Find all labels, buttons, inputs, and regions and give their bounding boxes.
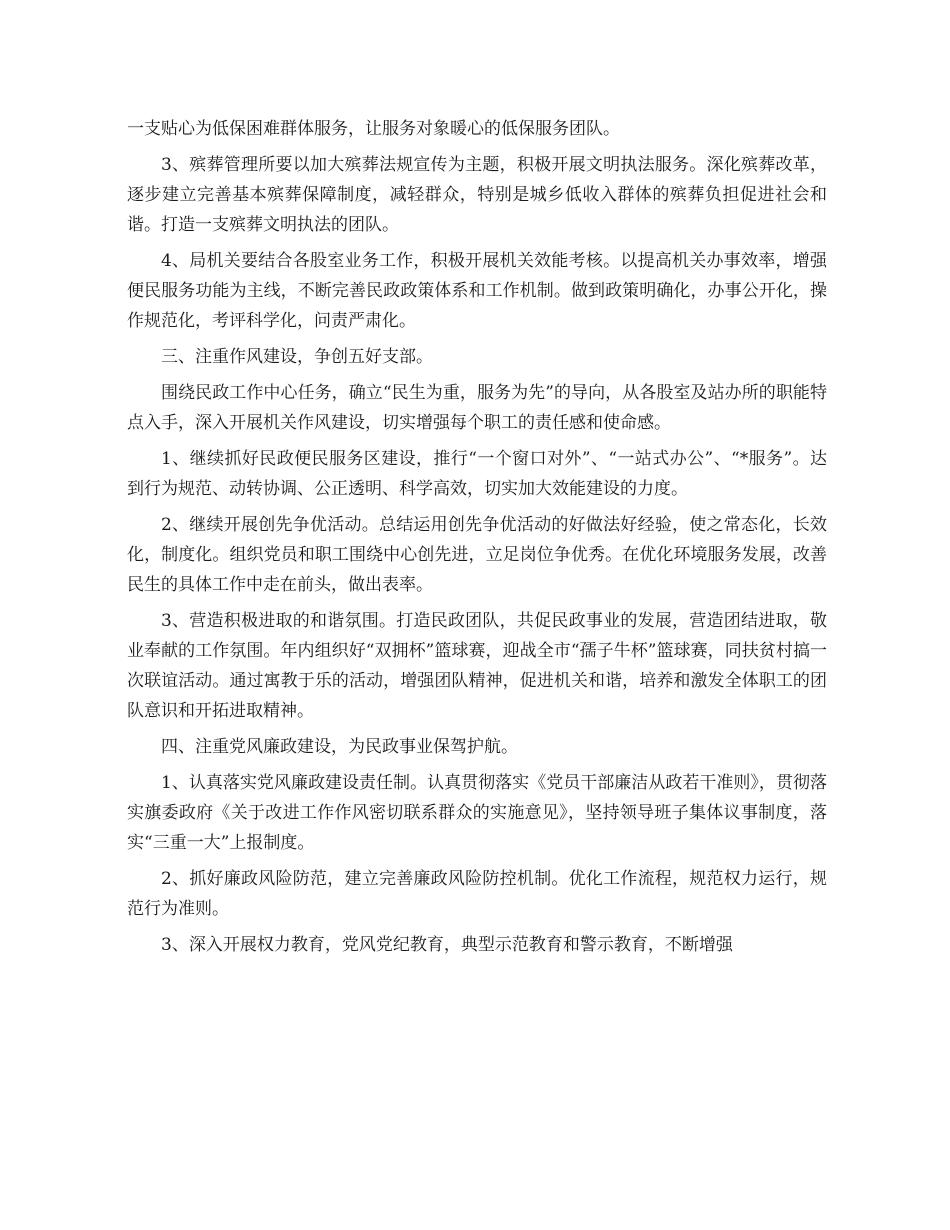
paragraph: 3、营造积极进取的和谐氛围。打造民政团队，共促民政事业的发展，营造团结进取，敬业奉献的工作氛围。年内组织好“双拥杯”篮球赛，迎战全市“孺子牛杯”篮球赛，同扶贫村搞一次联谊活动。通过寓教于乐的活动，增强团队精神，促进机关和谐，培养和激发全体职工的团队意识和开拓进取精神。 — [127, 611, 827, 721]
paragraph: 1、认真落实党风廉政建设责任制。认真贯彻落实《党员干部廉洁从政若干准则》，贯彻落实旗委政府《关于改进工作作风密切联系群众的实施意见》，坚持领导班子集体议事制度，落实“三重一大”上报制度。 — [127, 773, 827, 853]
document-page — [127, 114, 827, 966]
paragraph: 一支贴心为低保困难群体服务，让服务对象暖心的低保服务团队。 — [127, 119, 620, 139]
paragraph: 1、继续抓好民政便民服务区建设，推行“一个窗口对外”、“一站式办公”、“*服务”。达到行为规范、动转协调、公正透明、科学高效，切实加大效能建设的力度。 — [127, 449, 827, 499]
paragraph: 2、抓好廉政风险防范，建立完善廉政风险防控机制。优化工作流程，规范权力运行，规范行为准则。 — [127, 869, 827, 919]
paragraph: 2、继续开展创先争优活动。总结运用创先争优活动的好做法好经验，使之常态化，长效化，制度化。组织党员和职工围绕中心创先进，立足岗位争优秀。在优化环境服务发展，改善民生的具体工作中走在前头，做出表率。 — [127, 515, 827, 595]
paragraph: 围绕民政工作中心任务，确立“民生为重，服务为先”的导向，从各股室及站办所的职能特点入手，深入开展机关作风建设，切实增强每个职工的责任感和使命感。 — [127, 383, 827, 433]
section-heading: 四、注重党风廉政建设，为民政事业保驾护航。 — [161, 737, 518, 757]
paragraph: 4、局机关要结合各股室业务工作，积极开展机关效能考核。以提高机关办事效率，增强便民服务功能为主线，不断完善民政政策体系和工作机制。做到政策明确化，办事公开化，操作规范化，考评科学化，问责严肃化。 — [127, 251, 827, 331]
section-heading: 三、注重作风建设，争创五好支部。 — [161, 347, 433, 367]
paragraph: 3、深入开展权力教育，党风党纪教育，典型示范教育和警示教育，不断增强 — [161, 935, 733, 955]
paragraph: 3、殡葬管理所要以加大殡葬法规宣传为主题，积极开展文明执法服务。深化殡葬改革，逐步建立完善基本殡葬保障制度，减轻群众，特别是城乡低收入群体的殡葬负担促进社会和谐。打造一支殡葬文明执法的团队。 — [127, 155, 827, 235]
